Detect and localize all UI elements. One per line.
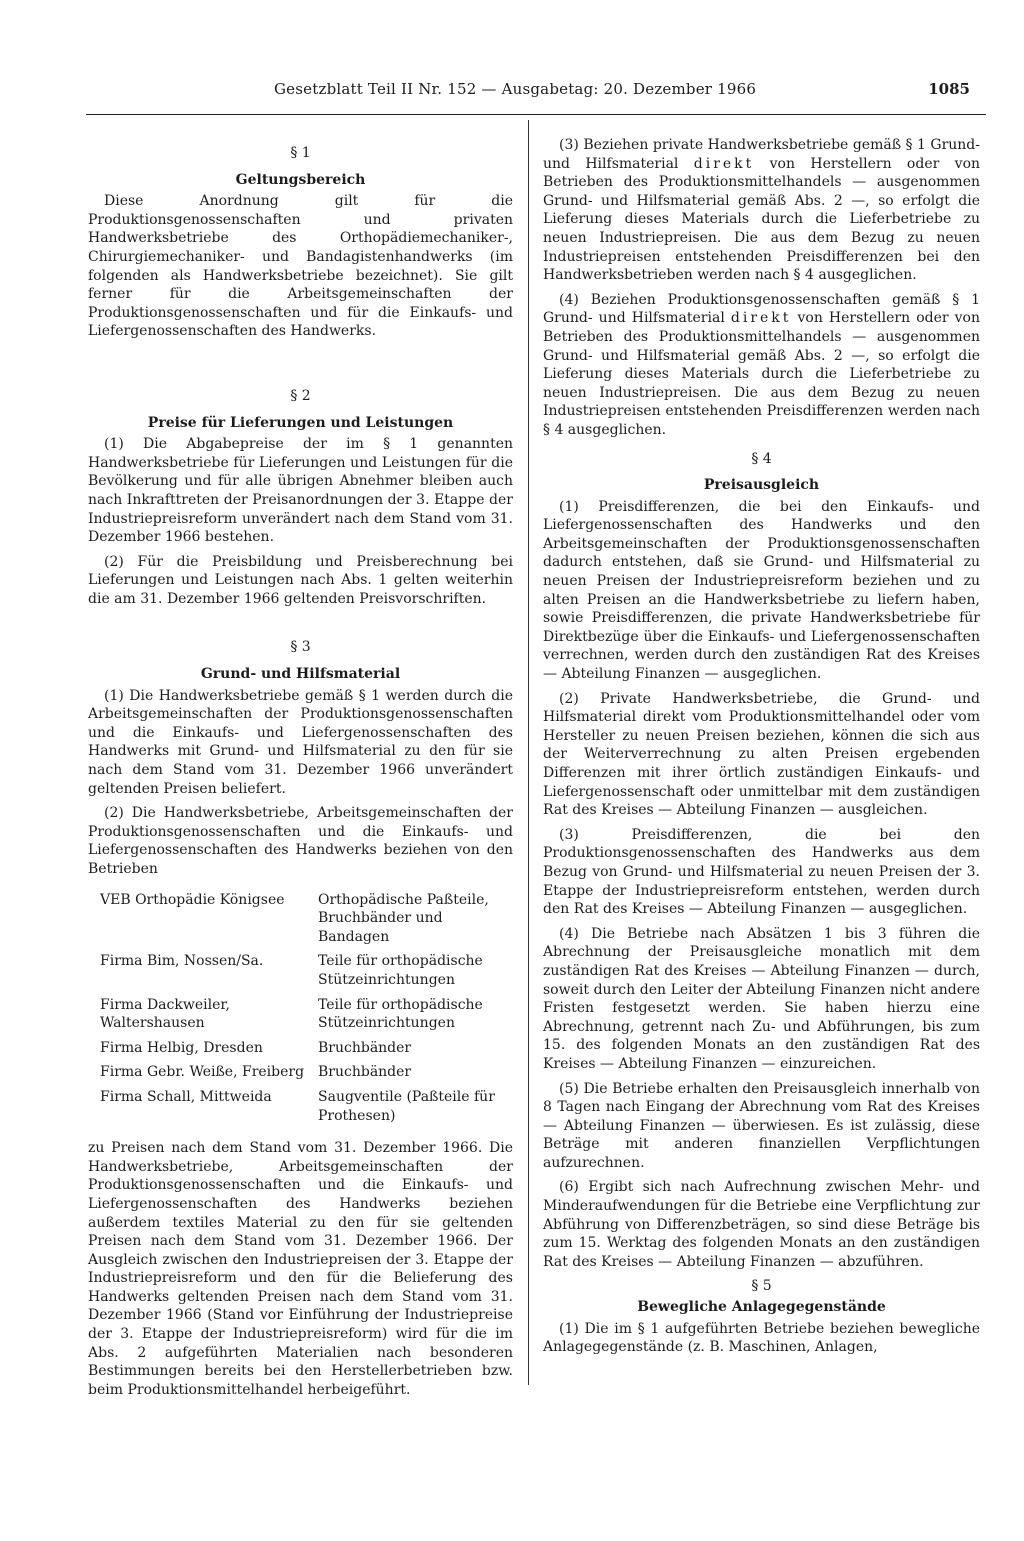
text-run: von Herstellern oder von Betrieben des Produktionsmittelhandels — ausgenommen Grund- und Hilfsmaterial gemäß Abs. 2 —, so erfolgt die Lieferung dieses Materials durch die Lieferbetriebe zu neuen Industriepreisen. Die aus dem Bezug zu neuen Industriepreisen entstehenden Preisdifferenzen bei den Handwerksbetrieben werden nach § 4 ausgeglichen.	[543, 155, 981, 284]
section-4-paragraph-1: (1) Preisdifferenzen, die bei den Einkaufs- und Liefergenossenschaften des Handwerks und den Arbeitsgemeinschaften der Produktionsgenossenschaften dadurch entstehen, daß sie Grund- und Hilfsmaterial zu neuen Preisen der Industriepreisreform beziehen und zu alten Preisen an die Handwerksbetriebe zu liefern haben, sowie Preisdifferenzen, die private Handwerksbetriebe für Direktbezüge über die Einkaufs- und Liefergenossenschaften verrechnen, werden durch den zuständigen Rat des Kreises — Abteilung Finanzen — ausgeglichen.	[543, 498, 980, 683]
header-title: Gesetzblatt Teil II Nr. 152 — Ausgabetag: 20. Dezember 1966	[274, 80, 757, 98]
supplier-name: Firma Schall, Mittweida	[100, 1088, 272, 1105]
section-4-paragraph-3: (3) Preisdifferenzen, die bei den Produktionsgenossenschaften des Handwerks aus dem Bezug von Grund- und Hilfsmaterial zu neuen Preisen der 3. Etappe der Industriepreisreform entstehen, werden durch den Rat des Kreises — Abteilung Finanzen — ausgeglichen.	[543, 826, 980, 918]
section-5-paragraph-1: (1) Die im § 1 aufgeführten Betriebe beziehen bewegliche Anlagegegenstände (z. B. Maschinen, Anlagen,	[543, 1320, 980, 1356]
supplier-products: Teile für orthopädische Stützeinrichtungen	[318, 953, 483, 988]
supplier-name: Firma Helbig, Dresden	[100, 1039, 263, 1056]
section-4-number: § 4	[751, 450, 772, 467]
header-rule	[86, 114, 986, 115]
table-row	[88, 952, 513, 995]
emphasized-word: direkt	[730, 310, 792, 327]
supplier-name: Firma Gebr. Weiße, Freiberg	[100, 1064, 305, 1081]
emphasized-word: direkt	[693, 155, 755, 172]
text-run: (4) Beziehen Produktionsgenossenschaften gemäß § 1 Grund- und Hilfsmaterial	[543, 291, 980, 327]
table-row	[88, 1088, 513, 1131]
supplier-products: Saugventile (Paßteile für Prothesen)	[318, 1088, 495, 1124]
page-number: 1085	[928, 80, 970, 98]
section-1-title: Geltungsbereich	[235, 171, 366, 188]
section-4-paragraph-2: (2) Private Handwerksbetriebe, die Grund- und Hilfsmaterial direkt vom Produktionsmittelhandel oder vom Hersteller zu neuen Preisen beziehen, können die sich aus der Weiterverrechnung zu alten Preisen ergebenden Differenzen mit ihrer örtlich zuständigen Einkaufs- und Liefergenossenschaft oder unmittelbar mit dem zuständigen Rat des Kreises — Abteilung Finanzen — ausgleichen.	[543, 690, 980, 819]
section-3-paragraph-1: (1) Die Handwerksbetriebe gemäß § 1 werden durch die Arbeitsgemeinschaften der Produktionsgenossenschaften und die Einkaufs- und Liefergenossenschaften des Handwerks mit Grund- und Hilfsmaterial zu den für sie nach dem Stand vom 31. Dezember 1966 unverändert geltenden Preisen beliefert.	[88, 687, 513, 797]
section-3-number: § 3	[290, 639, 311, 656]
section-1-number: § 1	[290, 145, 311, 161]
section-4-paragraph-6: (6) Ergibt sich nach Aufrechnung zwischen Mehr- und Minderaufwendungen für die Betriebe eine Verpflichtung zur Abführung von Differenzbeträgen, so sind diese Beträge bis zum 15. Werktag des folgenden Monats an den zuständigen Rat des Kreises — Abteilung Finanzen — abzuführen.	[543, 1179, 980, 1270]
text-run: (3) Beziehen private Handwerksbetriebe gemäß § 1 Grund- und Hilfsmaterial	[543, 137, 980, 172]
table-row	[88, 1039, 513, 1064]
section-2-title: Preise für Lieferungen und Leistungen	[147, 414, 454, 431]
supplier-name: Firma Bim, Nossen/Sa.	[100, 953, 264, 970]
section-3-paragraph-4	[543, 136, 980, 285]
supplier-table	[88, 891, 513, 1132]
table-row	[88, 1063, 513, 1088]
column-divider	[528, 120, 529, 1385]
supplier-products: Orthopädische Paßteile, Bruchbänder und Bandagen	[318, 891, 489, 945]
section-3-paragraph-3: zu Preisen nach dem Stand vom 31. Dezember 1966. Die Handwerksbetriebe, Arbeitsgemeinschaften der Produktionsgenossenschaften und die Einkaufs- und Liefergenossenschaften des Handwerks beziehen außerdem textiles Material zu den für sie geltenden Preisen nach dem Stand vom 31. Dezember 1966. Der Ausgleich zwischen den Industriepreisen der 3. Etappe der Industriepreisreform und den für die Belieferung des Handwerks geltenden Preisen nach dem Stand vom 31. Dezember 1966 (Stand vor Einführung der Industriepreise der 3. Etappe der Industriepreisreform) wird für die im Abs. 2 aufgeführten Materialien nach besonderen Bestimmungen bereits bei den Herstellerbetrieben bzw. beim Produktionsmittelhandel herbeigeführt.	[88, 1140, 513, 1398]
table-row	[88, 996, 513, 1039]
right-column	[543, 136, 980, 1363]
section-5-number: § 5	[751, 1278, 772, 1295]
text-run: von Herstellern oder von Betrieben des Produktionsmittelhandels — ausgenommen Grund- und Hilfsmaterial gemäß Abs. 2 —, so erfolgt die Lieferung dieses Materials durch die Lieferbetriebe zu neuen Industriepreisen. Die aus dem Bezug zu neuen Industriepreisen entstehenden Preisdifferenzen werden nach § 4 ausgeglichen.	[543, 310, 980, 438]
section-4-paragraph-4: (4) Die Betriebe nach Absätzen 1 bis 3 führen die Abrechnung der Preisausgleiche monatlich mit dem zuständigen Rat des Kreises — Abteilung Finanzen — durch, soweit durch den Leiter der Abteilung Finanzen nicht andere Fristen festgesetzt werden. Sie haben hierzu eine Abrechnung, getrennt nach Zu- und Abführungen, bis zum 15. des folgenden Monats an den zuständigen Rat des Kreises — Abteilung Finanzen — einzureichen.	[543, 925, 980, 1072]
supplier-products: Teile für orthopädische Stützeinrichtungen	[318, 996, 483, 1032]
supplier-name: Firma Dackweiler, Waltershausen	[100, 996, 230, 1032]
page-header	[86, 80, 970, 104]
section-3-paragraph-5	[543, 291, 980, 440]
section-3-title: Grund- und Hilfsmaterial	[200, 666, 401, 683]
supplier-name: VEB Orthopädie Königsee	[100, 891, 285, 908]
section-4-title: Preisausgleich	[703, 477, 820, 494]
table-row	[88, 891, 513, 953]
section-2-paragraph-2: (2) Für die Preisbildung und Preisberechnung bei Lieferungen und Leistungen nach Abs. 1 gelten weiterhin die am 31. Dezember 1966 geltenden Preisvorschriften.	[88, 553, 513, 607]
section-2-paragraph-1: (1) Die Abgabepreise der im § 1 genannten Handwerksbetriebe für Lieferungen und Leistungen für die Bevölkerung und für alle übrigen Abnehmer bleiben auch nach Inkrafttreten der Preisanordnungen der 3. Etappe der Industriepreisreform unverändert nach dem Stand vom 31. Dezember 1966 bestehen.	[88, 436, 513, 546]
supplier-products: Bruchbänder	[318, 1064, 412, 1081]
section-3-paragraph-2: (2) Die Handwerksbetriebe, Arbeitsgemeinschaften der Produktionsgenossenschaften und die Einkaufs- und Liefergenossenschaften des Handwerks beziehen von den Betrieben	[88, 805, 513, 877]
supplier-products: Bruchbänder	[318, 1039, 412, 1056]
section-1-paragraph-1: Diese Anordnung gilt für die Produktionsgenossenschaften und privaten Handwerksbetriebe des Orthopädiemechaniker-, Chirurgiemechaniker- und Bandagistenhandwerks (im folgenden als Handwerksbetriebe bezeichnet). Sie gilt ferner für die Arbeitsgemeinschaften der Produktionsgenossenschaften und für die Einkaufs- und Liefergenossenschaften des Handwerks.	[88, 193, 513, 340]
section-4-paragraph-5: (5) Die Betriebe erhalten den Preisausgleich innerhalb von 8 Tagen nach Eingang der Abrechnung vom Rat des Kreises — Abteilung Finanzen — überwiesen. Es ist zulässig, diese Beträge mit anderen finanziellen Verpflichtungen aufzurechnen.	[543, 1080, 980, 1171]
section-5-title: Bewegliche Anlagegegenstände	[637, 1299, 886, 1316]
left-column	[88, 134, 513, 1405]
section-2-number: § 2	[290, 387, 311, 404]
